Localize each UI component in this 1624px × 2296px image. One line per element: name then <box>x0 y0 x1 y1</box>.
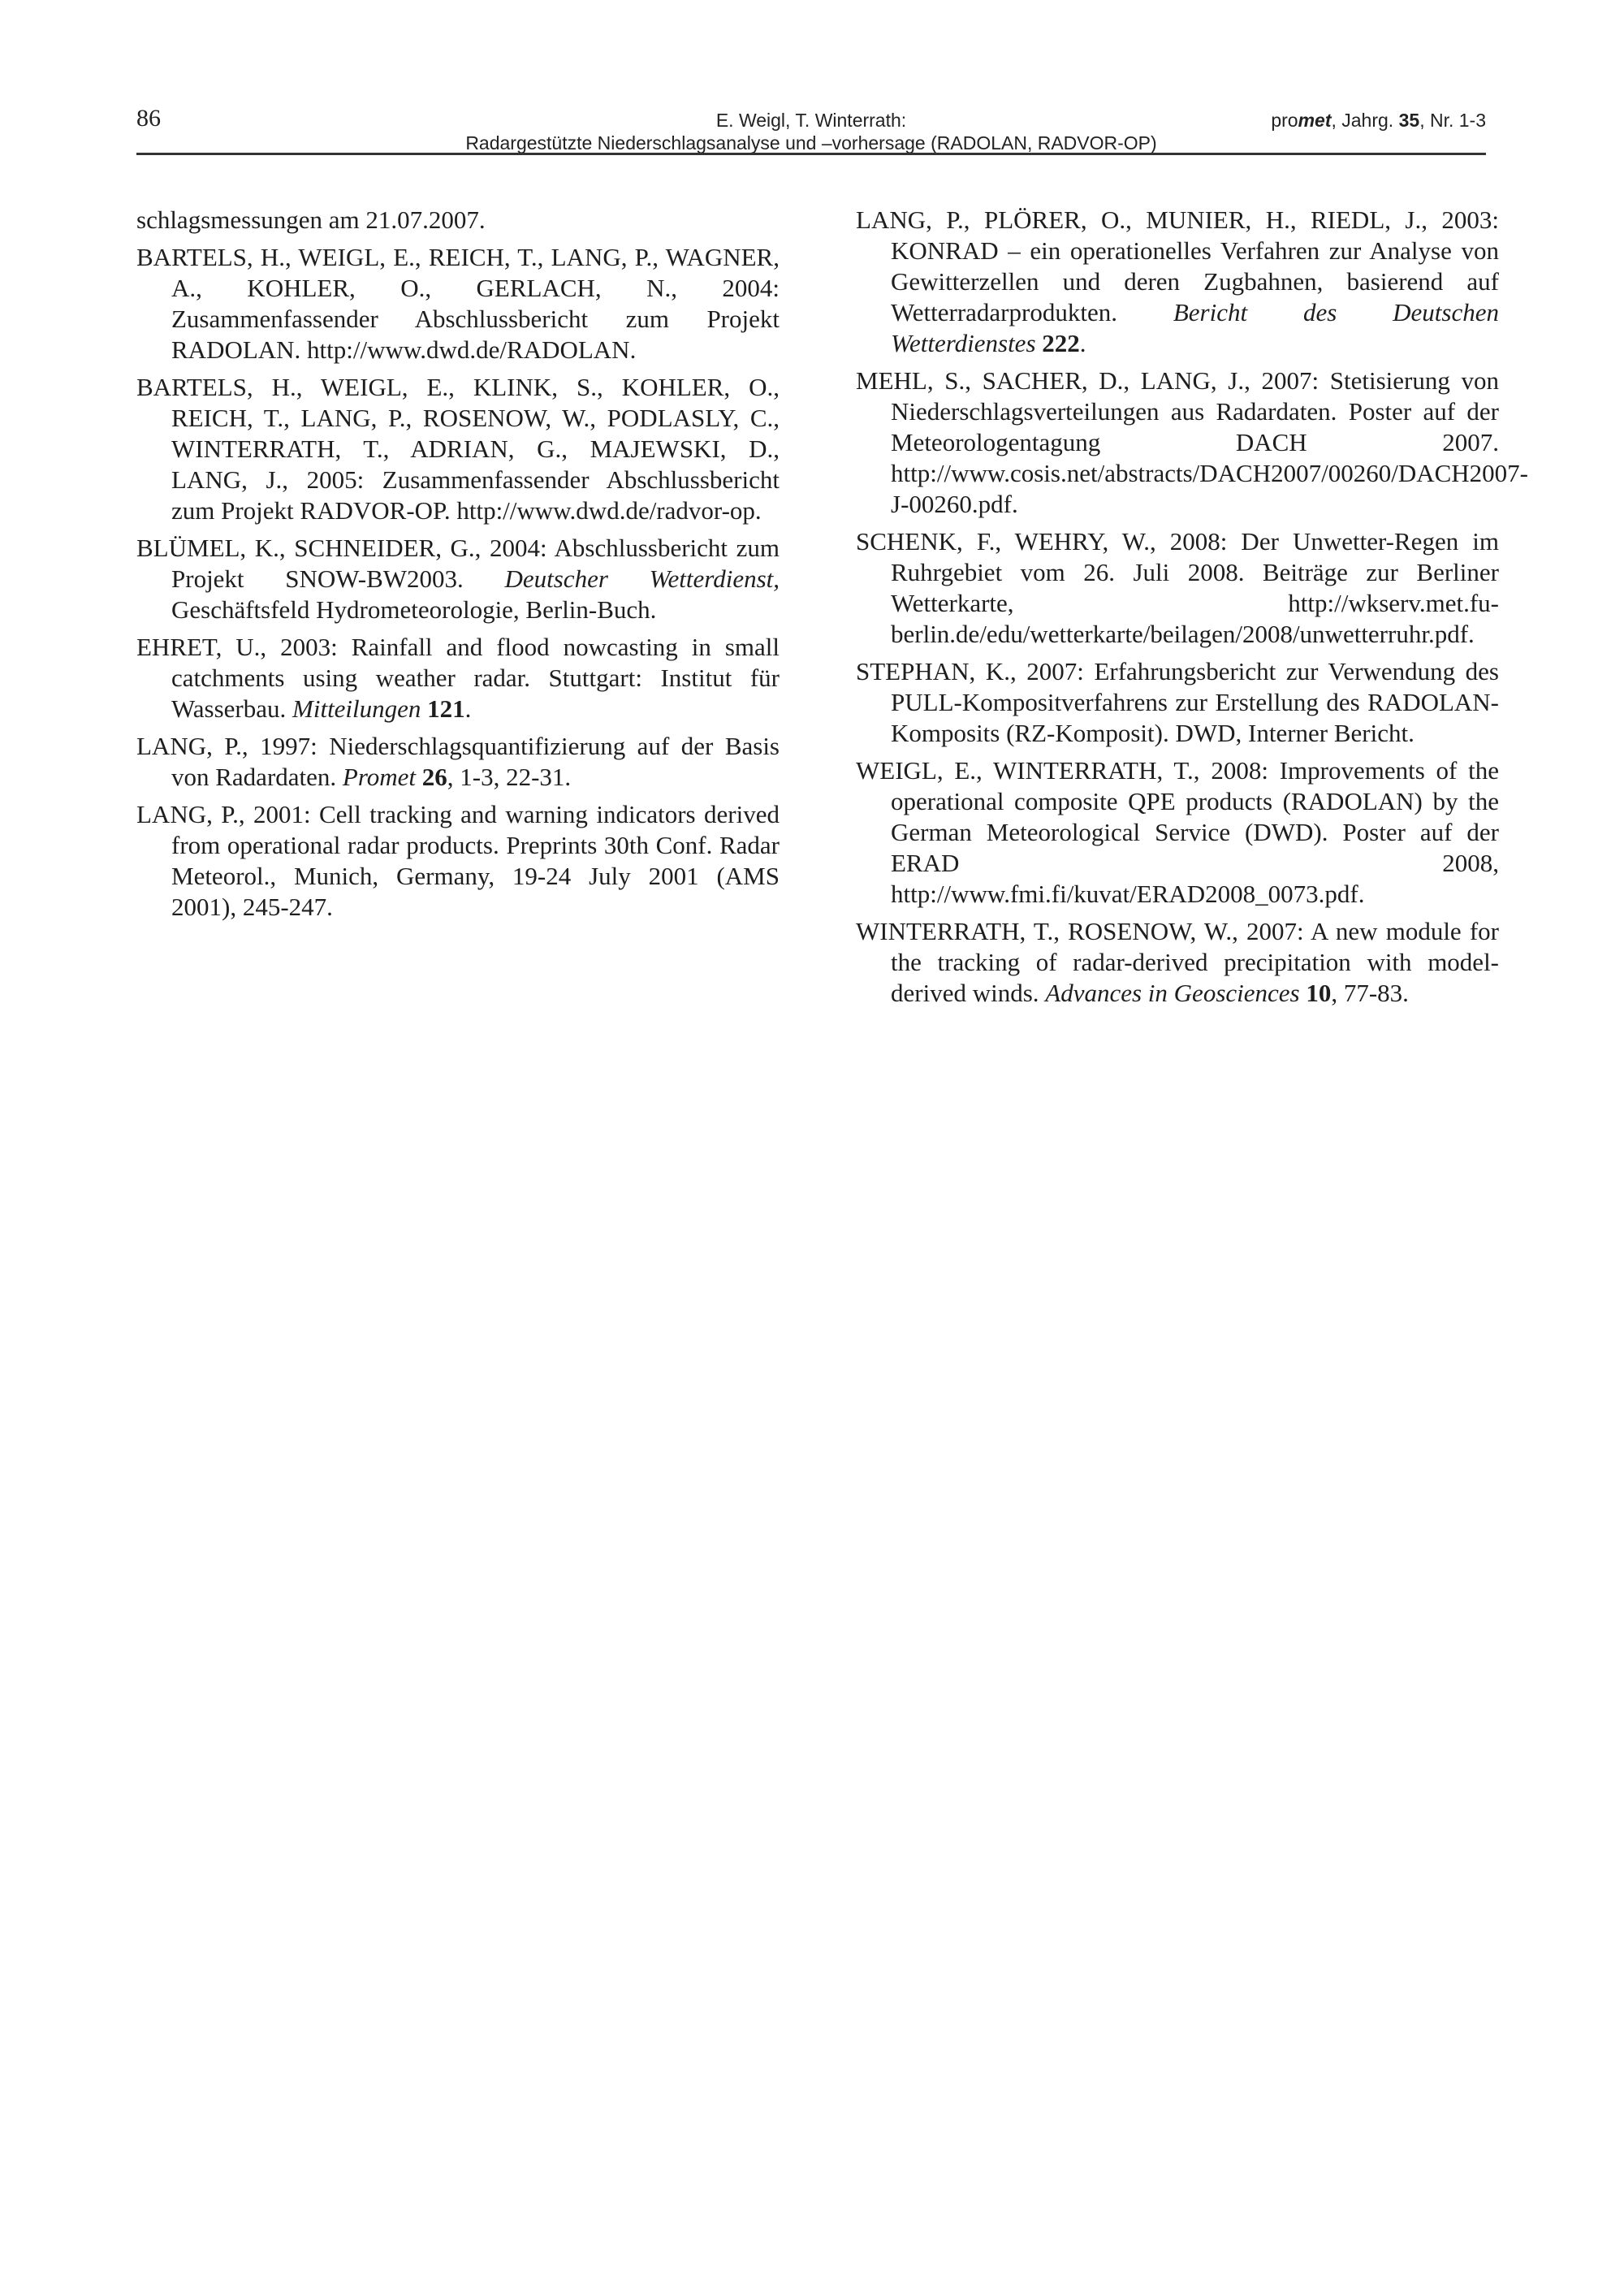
reference-after: , 1-3, 22-31. <box>447 763 572 791</box>
reference-entry <box>136 799 780 923</box>
journal-volume: 35 <box>1398 110 1420 131</box>
reference-text: LANG, P., PLÖRER, O., MUNIER, H., RIEDL, J., 2003: KONRAD – ein operationelles Verfahren zur Analyse von Gewitterzellen und deren Zugbahnen, basierend auf Wetterradarprodukten. <box>856 205 1499 326</box>
page-number: 86 <box>136 105 161 132</box>
reference-text: WINTERRATH, T., ROSENOW, W., 2007: A new module for the tracking of radar-derived precipitation with model-derived winds. <box>856 917 1499 1007</box>
journal-issue: , Nr. 1-3 <box>1419 110 1486 131</box>
reference-text: MEHL, S., SACHER, D., LANG, J., 2007: Stetisierung von Niederschlagsverteilungen aus Radardaten. Poster auf der Meteorologentagung DACH 2007. http://www.cosis.net/abstracts/DACH2007/00260/DACH2007-J-00260.pdf. <box>856 366 1528 518</box>
reference-text: SCHENK, F., WEHRY, W., 2008: Der Unwetter-Regen im Ruhrgebiet vom 26. Juli 2008. Beiträge zur Berliner Wetterkarte, http://wkserv.met.fu-berlin.de/edu/wetterkarte/beilagen/2008/unwetterruhr.pdf. <box>856 527 1499 648</box>
reference-italic: Deutscher Wetterdienst, <box>504 564 780 593</box>
reference-entry <box>856 656 1499 749</box>
journal-name-met: met <box>1298 110 1332 131</box>
journal-name-pro: pro <box>1271 110 1298 131</box>
reference-bold: 222 <box>1035 329 1080 357</box>
reference-text: LANG, P., 1997: Niederschlagsquantifizierung auf der Basis von Radardaten. <box>136 732 780 791</box>
journal-jahrg: , Jahrg. <box>1331 110 1399 131</box>
reference-after: Geschäftsfeld Hydrometeorologie, Berlin-Buch. <box>171 595 657 624</box>
header-divider <box>136 153 1486 155</box>
reference-italic: Mitteilungen <box>292 694 421 723</box>
reference-text: STEPHAN, K., 2007: Erfahrungsbericht zur Verwendung des PULL-Kompositverfahrens zur Erstellung des RADOLAN-Komposits (RZ-Komposit). DWD, Interner Bericht. <box>856 657 1499 747</box>
reference-entry <box>856 916 1499 1009</box>
reference-entry <box>136 372 780 526</box>
reference-after: . <box>1079 329 1086 357</box>
reference-italic: Advances in Geosciences <box>1045 979 1300 1007</box>
reference-bold: 10 <box>1299 979 1332 1007</box>
reference-bold: 121 <box>421 694 465 723</box>
reference-entry <box>856 365 1528 520</box>
reference-entry <box>136 242 780 365</box>
reference-text: BARTELS, H., WEIGL, E., REICH, T., LANG, P., WAGNER, A., KOHLER, O., GERLACH, N., 2004: Zusammenfassender Abschlussbericht zum Projekt RADOLAN. http://www.dwd.de/RADOLAN. <box>136 243 780 364</box>
reference-after: , 77-83. <box>1331 979 1409 1007</box>
running-title-text: Radargestützte Niederschlagsanalyse und –vorhersage (RADOLAN, RADVOR-OP) <box>465 132 1157 153</box>
reference-continuation: schlagsmessungen am 21.07.2007. <box>136 205 486 234</box>
reference-entry <box>136 731 780 793</box>
reference-text: LANG, P., 2001: Cell tracking and warning indicators derived from operational radar products. Preprints 30th Conf. Radar Meteorol., Munich, Germany, 19-24 July 2001 (AMS 2001), 245-247. <box>136 800 780 921</box>
reference-text: BARTELS, H., WEIGL, E., KLINK, S., KOHLER, O., REICH, T., LANG, P., ROSENOW, W., PODLASLY, C., WINTERRATH, T., ADRIAN, G., MAJEWSKI, D., LANG, J., 2005: Zusammenfassender Abschlussbericht zum Projekt RADVOR-OP. http://www.dwd.de/radvor-op. <box>136 373 780 525</box>
reference-entry <box>856 755 1499 910</box>
reference-bold: 26 <box>416 763 447 791</box>
reference-italic: Promet <box>342 763 417 791</box>
reference-entry <box>136 632 780 724</box>
running-title-authors: E. Weigl, T. Winterrath: <box>715 110 907 131</box>
reference-entry <box>856 526 1499 650</box>
reference-text: EHRET, U., 2003: Rainfall and flood nowcasting in small catchments using weather radar. Stuttgart: Institut für Wasserbau. <box>136 633 780 723</box>
reference-text: WEIGL, E., WINTERRATH, T., 2008: Improvements of the operational composite QPE products (RADOLAN) by the German Meteorological Service (DWD). Poster auf der ERAD 2008, http://www.fmi.fi/kuvat/ERAD2008_0073.pdf. <box>856 756 1499 908</box>
journal-citation <box>1271 109 1486 132</box>
reference-text: BLÜMEL, K., SCHNEIDER, G., 2004: Abschlussbericht zum Projekt SNOW-BW2003. <box>136 534 780 593</box>
reference-entry <box>856 205 1499 359</box>
references-left-column <box>136 205 780 929</box>
reference-after: . <box>464 694 472 723</box>
reference-entry <box>136 533 780 625</box>
page-header <box>136 106 1486 156</box>
references-right-column <box>856 205 1528 1015</box>
reference-italic: Bericht des Deutschen Wetterdienstes <box>891 298 1499 357</box>
